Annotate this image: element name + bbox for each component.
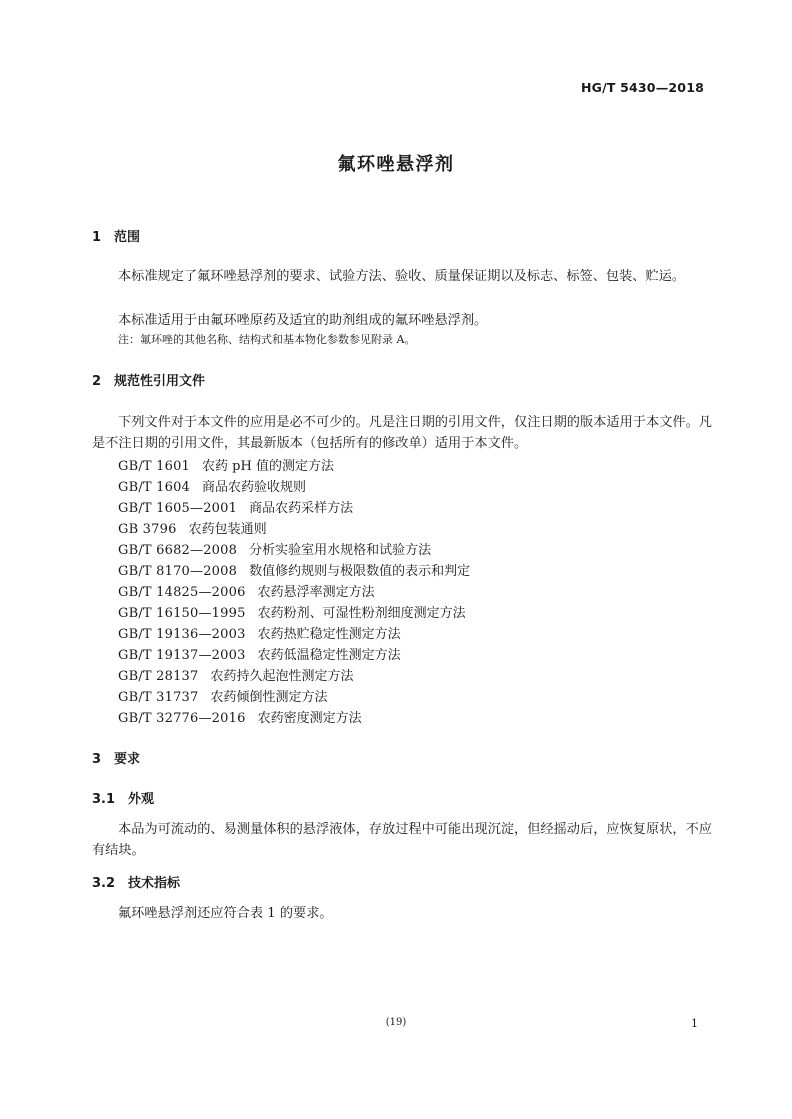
section-1-note: 注：氟环唑的其他名称、结构式和基本物化参数参见附录 A。 (118, 333, 416, 346)
section-2-intro: 下列文件对于本文件的应用是必不可少的。凡是注日期的引用文件，仅注日期的版本适用于本文件。凡是不注日期的引用文件，其最新版本（包括所有的修改单）适用于本文件。 (92, 415, 712, 451)
reference-item (118, 624, 470, 645)
section-1-title: 范围 (114, 230, 141, 245)
reference-title: 农药倾倒性测定方法 (210, 690, 328, 705)
section-3-title: 要求 (114, 752, 141, 767)
reference-code: GB/T 1605—2001 (118, 501, 238, 516)
reference-title: 农药密度测定方法 (257, 711, 362, 726)
page-number-center: (19) (385, 1017, 407, 1028)
reference-title: 分析实验室用水规格和试验方法 (249, 543, 432, 558)
section-3-1-heading (92, 790, 154, 810)
page-number: 1 (691, 1017, 698, 1030)
document-title: 氟环唑悬浮剂 (337, 154, 455, 175)
section-3-1-number: 3.1 (92, 792, 116, 807)
section-3-1-text: 本品为可流动的、易测量体积的悬浮液体，存放过程中可能出现沉淀，但经摇动后，应恢复原状，不应有结块。 (92, 822, 712, 858)
reference-item (118, 519, 470, 540)
section-3-2-heading (92, 874, 180, 894)
reference-list (118, 456, 470, 729)
reference-title: 农药低温稳定性测定方法 (257, 648, 401, 663)
reference-item (118, 540, 470, 561)
reference-item (118, 666, 470, 687)
reference-code: GB/T 1601 (118, 459, 191, 474)
reference-title: 农药悬浮率测定方法 (257, 585, 375, 600)
section-1-paragraph-1: 本标准规定了氟环唑悬浮剂的要求、试验方法、验收、质量保证期以及标志、标签、包装、贮运。 (118, 269, 686, 284)
reference-code: GB/T 32776—2016 (118, 711, 246, 726)
section-3-number: 3 (92, 752, 102, 767)
reference-title: 农药热贮稳定性测定方法 (257, 627, 401, 642)
reference-code: GB/T 19137—2003 (118, 648, 246, 663)
section-2-number: 2 (92, 374, 102, 389)
reference-title: 商品农药验收规则 (202, 480, 307, 495)
reference-title: 农药持久起泡性测定方法 (210, 669, 354, 684)
reference-item (118, 498, 470, 519)
reference-item (118, 477, 470, 498)
reference-title: 农药粉剂、可湿性粉剂细度测定方法 (257, 606, 466, 621)
section-2-title: 规范性引用文件 (114, 374, 206, 389)
reference-item (118, 582, 470, 603)
reference-title: 数值修约规则与极限数值的表示和判定 (249, 564, 471, 579)
section-3-2-text: 氟环唑悬浮剂还应符合表 1 的要求。 (118, 906, 333, 921)
reference-code: GB/T 6682—2008 (118, 543, 238, 558)
reference-code: GB/T 31737 (118, 690, 199, 705)
section-1-heading (92, 228, 140, 248)
reference-item (118, 561, 470, 582)
reference-item (118, 603, 470, 624)
reference-item (118, 708, 470, 729)
reference-title: 农药 pH 值的测定方法 (202, 459, 334, 474)
section-3-heading (92, 750, 140, 770)
section-3-2-title: 技术指标 (128, 876, 181, 891)
standard-code: HG/T 5430—2018 (580, 80, 704, 95)
section-3-2-number: 3.2 (92, 876, 116, 891)
reference-code: GB/T 1604 (118, 480, 191, 495)
reference-code: GB/T 16150—1995 (118, 606, 246, 621)
reference-title: 农药包装通则 (188, 522, 267, 537)
reference-code: GB 3796 (118, 522, 177, 537)
reference-item (118, 456, 470, 477)
reference-code: GB/T 19136—2003 (118, 627, 246, 642)
section-1-number: 1 (92, 230, 102, 245)
reference-item (118, 687, 470, 708)
reference-code: GB/T 8170—2008 (118, 564, 238, 579)
reference-item (118, 645, 470, 666)
reference-title: 商品农药采样方法 (249, 501, 354, 516)
reference-code: GB/T 28137 (118, 669, 199, 684)
section-2-heading (92, 372, 205, 392)
section-3-1-title: 外观 (128, 792, 155, 807)
reference-code: GB/T 14825—2006 (118, 585, 246, 600)
section-1-paragraph-2: 本标准适用于由氟环唑原药及适宜的助剂组成的氟环唑悬浮剂。 (118, 313, 488, 328)
